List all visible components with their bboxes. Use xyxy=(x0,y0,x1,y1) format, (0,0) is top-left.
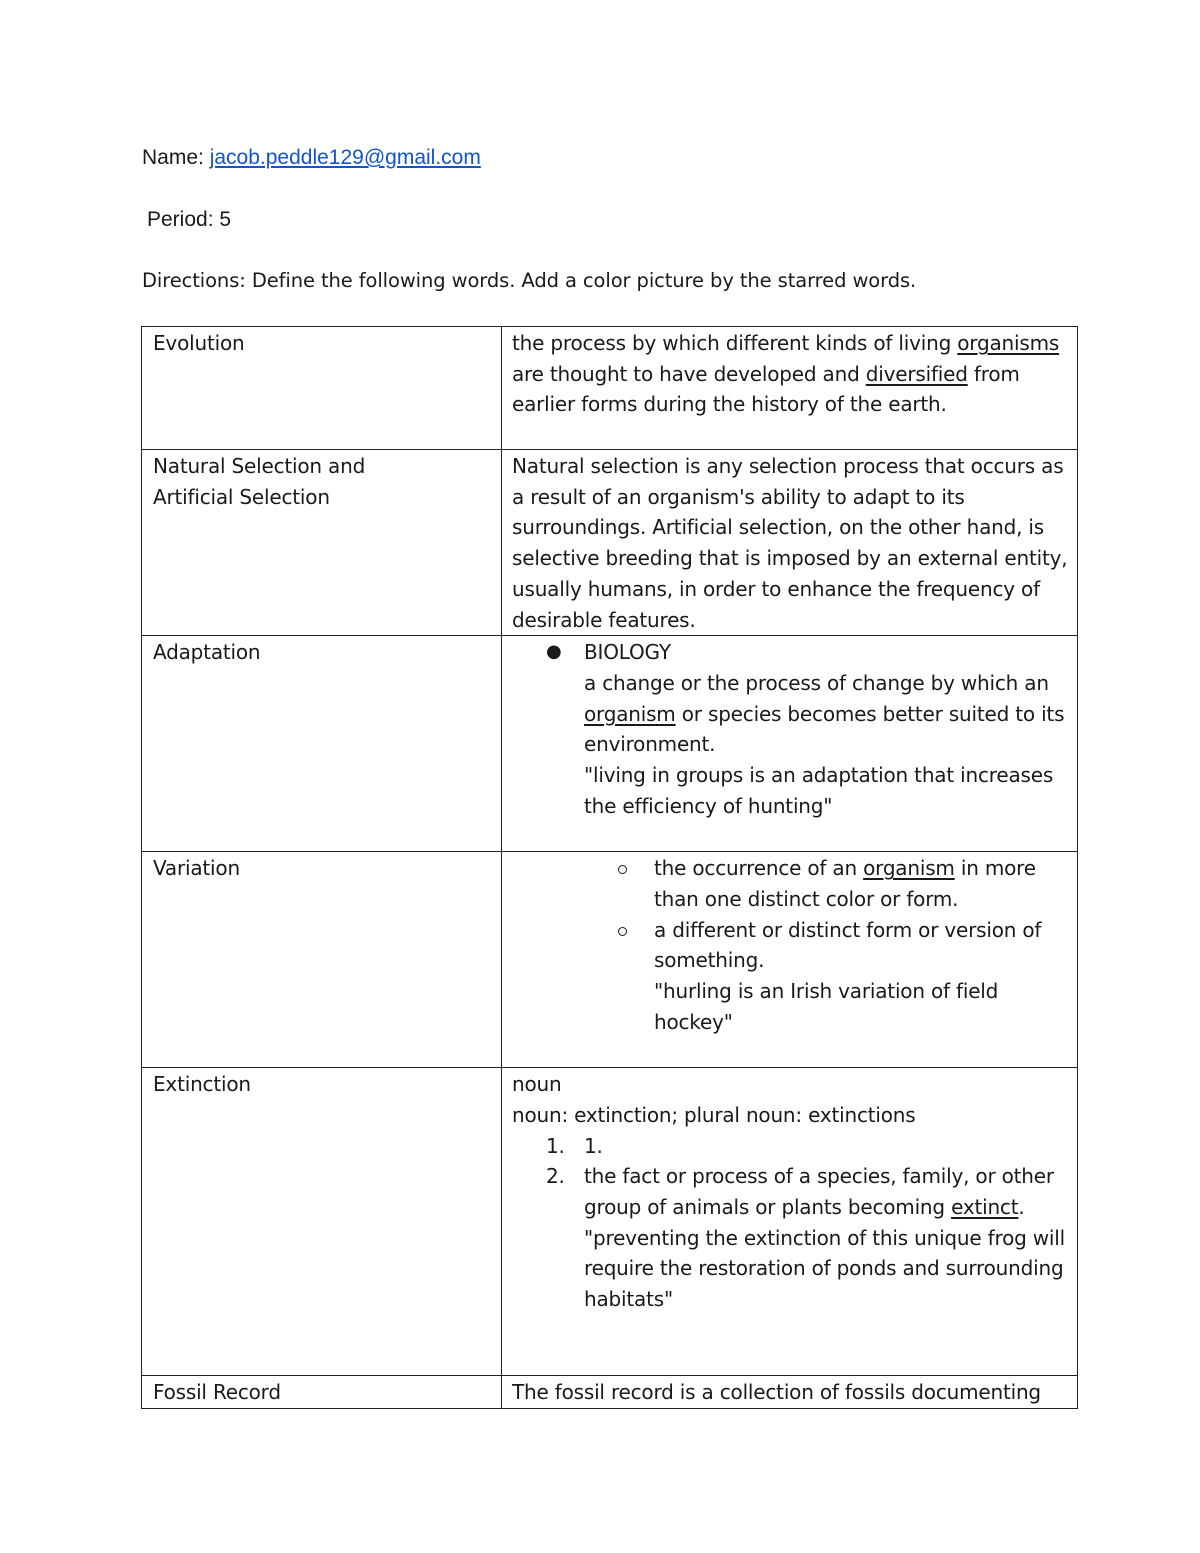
definition-cell: The fossil record is a collection of fossils documenting xyxy=(502,1376,1078,1409)
term-cell: Evolution xyxy=(142,327,502,450)
definition-text: 1. xyxy=(584,1133,603,1158)
definition-cell xyxy=(502,636,1078,852)
numbered-item xyxy=(512,1161,1069,1222)
table-row xyxy=(142,852,1078,1068)
table-row xyxy=(142,1068,1078,1376)
term-cell: Adaptation xyxy=(142,636,502,852)
linked-word[interactable]: organism xyxy=(584,701,676,726)
definition-text-part: or species becomes better suited to its environment. xyxy=(584,701,1065,757)
definition-text-part: . xyxy=(1018,1195,1025,1220)
definition-text: the process by which different kinds of living xyxy=(512,331,958,355)
definition-text xyxy=(584,668,1069,760)
linked-word[interactable]: diversified xyxy=(865,361,968,386)
list-item xyxy=(512,853,1069,914)
circle-bullet-icon xyxy=(618,927,627,936)
example-quote: "preventing the extinction of this unique frog will require the restoration of ponds and surrounding habitats" xyxy=(584,1225,1066,1312)
definition-cell xyxy=(502,852,1078,1068)
term-cell: Variation xyxy=(142,852,502,1068)
table-row xyxy=(142,636,1078,852)
bullet-item xyxy=(512,637,1069,821)
term-line: Artificial Selection xyxy=(153,484,330,509)
linked-word[interactable]: extinct xyxy=(951,1195,1019,1220)
circle-bullet-icon xyxy=(618,865,627,874)
name-label: Name: xyxy=(142,146,204,169)
table-row xyxy=(142,1376,1078,1409)
term-cell: Extinction xyxy=(142,1068,502,1376)
example-quote: "living in groups is an adaptation that increases the efficiency of hunting" xyxy=(584,763,1054,818)
term-cell xyxy=(142,450,502,636)
linked-word[interactable]: organisms xyxy=(957,331,1060,355)
definition-text-part: in more than one distinct color or form. xyxy=(654,856,1036,911)
term-line: Natural Selection and xyxy=(153,454,366,478)
item-number: 2. xyxy=(546,1164,565,1189)
list-item xyxy=(512,915,1069,976)
definition-cell: Natural selection is any selection process that occurs as a result of an organism's ability to adapt to its surroundings. Artificial selection, on the other hand, is selective breeding that is imposed by an external entity, usually humans, in order to enhance the frequency of desirable features. xyxy=(502,450,1078,636)
email-link[interactable]: jacob.peddle129@gmail.com xyxy=(209,146,481,169)
definition-label: BIOLOGY xyxy=(584,640,671,665)
name-line xyxy=(142,144,481,172)
example-quote: "hurling is an Irish variation of field hockey" xyxy=(654,979,999,1034)
definition-text: are thought to have developed and xyxy=(512,361,866,386)
definition-text-part: a change or the process of change by which an xyxy=(584,670,1049,695)
directions-text: Directions: Define the following words. Add a color picture by the starred words. xyxy=(142,269,917,292)
definition-text: from earlier forms during the history of the earth. xyxy=(512,361,1020,417)
period-line: Period: 5 xyxy=(147,208,232,231)
word-forms: noun: extinction; plural noun: extinctions xyxy=(512,1102,916,1127)
definition-cell xyxy=(502,1068,1078,1376)
item-number: 1. xyxy=(546,1133,565,1158)
vocabulary-table xyxy=(141,326,1078,1409)
definition-cell xyxy=(502,327,1078,450)
table-row xyxy=(142,327,1078,450)
numbered-item xyxy=(512,1131,1069,1162)
linked-word[interactable]: organism xyxy=(863,856,955,881)
term-cell: Fossil Record xyxy=(142,1376,502,1409)
bullet-icon: ● xyxy=(546,641,562,663)
table-row xyxy=(142,450,1078,636)
part-of-speech: noun xyxy=(512,1072,562,1097)
definition-text-part: the occurrence of an xyxy=(654,856,864,881)
definition-text-part: the fact or process of a species, family, or other group of animals or plants becoming xyxy=(584,1164,1054,1220)
definition-text: a different or distinct form or version of something. xyxy=(654,917,1042,973)
